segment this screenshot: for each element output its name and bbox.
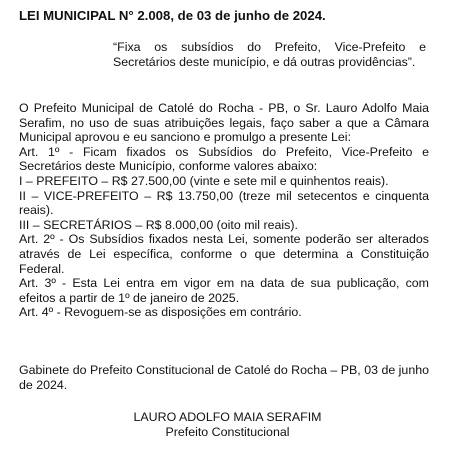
closing-statement: Gabinete do Prefeito Constitucional de Catolé do Rocha – PB, 03 de junho de 2024. bbox=[19, 363, 429, 392]
item-secretarios: III – SECRETÁRIOS – R$ 8.000,00 (oito mil reais). bbox=[19, 217, 298, 232]
signature-role: Prefeito Constitucional bbox=[165, 425, 290, 439]
law-summary: “Fixa os subsídios do Prefeito, Vice-Prefeito e Secretários deste município, e dá outras providências”. bbox=[113, 40, 426, 69]
article-3: Art. 3º - Esta Lei entra em vigor em na data de sua publicação, com efeitos a partir de 1º de janeiro de 2025. bbox=[19, 276, 429, 305]
article-1: Art. 1º - Ficam fixados os Subsídios do Prefeito, Vice-Prefeito e Secretários deste Município, conforme valores abaixo: bbox=[19, 144, 429, 174]
law-body bbox=[19, 101, 429, 320]
article-2: Art. 2º - Os Subsídios fixados nesta Lei, somente poderão ser alterados através de Lei específica, conforme o que determina a Constituição Federal. bbox=[19, 232, 429, 276]
item-vice-prefeito: II – VICE-PREFEITO – R$ 13.750,00 (treze mil setecentos e cinquenta reais). bbox=[19, 188, 429, 218]
law-title: LEI MUNICIPAL N° 2.008, de 03 de junho de 2024. bbox=[19, 8, 326, 23]
item-prefeito: I – PREFEITO – R$ 27.500,00 (vinte e sete mil e quinhentos reais). bbox=[19, 173, 389, 188]
article-4: Art. 4º - Revoguem-se as disposições em contrário. bbox=[19, 305, 302, 320]
signature-name: LAURO ADOLFO MAIA SERAFIM bbox=[133, 410, 322, 424]
preamble: O Prefeito Municipal de Catolé do Rocha - PB, o Sr. Lauro Adolfo Maia Serafim, no uso de suas atribuições legais, faço saber a que a Câmara Municipal aprovou e eu sanciono e promulgo a presente Lei: bbox=[19, 101, 429, 145]
